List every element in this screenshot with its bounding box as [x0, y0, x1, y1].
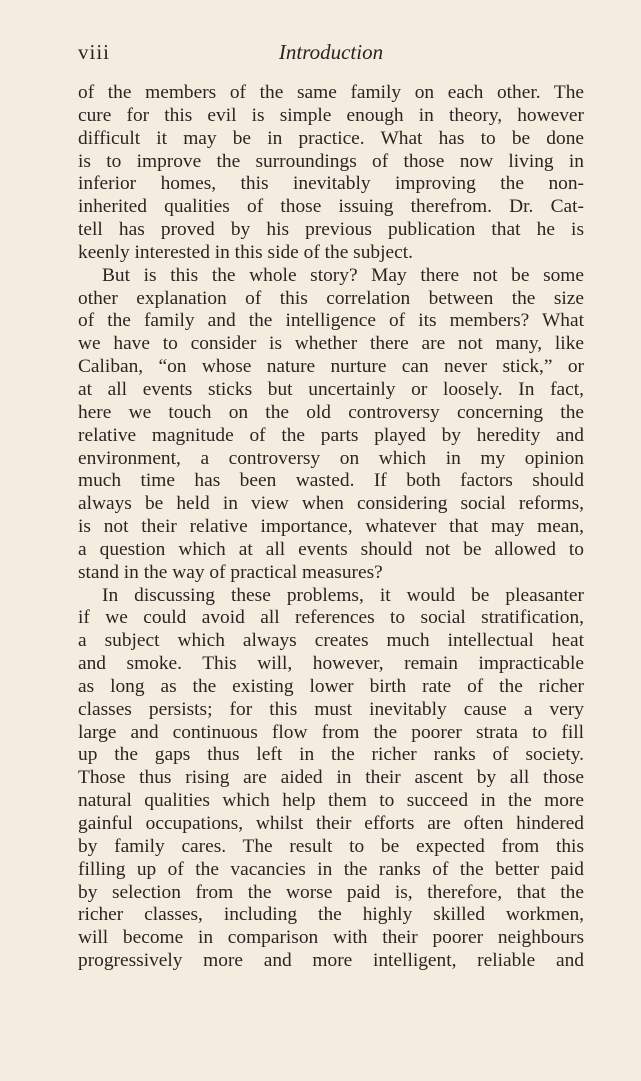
- text-line: a question which at all events should not be allowed to: [78, 538, 584, 560]
- text-line: inherited qualities of those issuing therefrom. Dr. Cat-: [78, 196, 584, 218]
- text-line: filling up of the vacancies in the ranks of the better paid: [78, 858, 584, 880]
- text-line: by family cares. The result to be expected from this: [78, 835, 584, 857]
- text-line: keenly interested in this side of the subject.: [78, 241, 413, 263]
- text-line: always be held in view when considering social reforms,: [78, 493, 584, 515]
- text-line: will become in comparison with their poorer neighbours: [78, 927, 584, 949]
- body-text: [78, 82, 584, 973]
- text-line: other explanation of this correlation between the size: [78, 287, 584, 309]
- page-header: [78, 40, 584, 70]
- text-line: by selection from the worse paid is, therefore, that the: [78, 881, 584, 903]
- text-line: is to improve the surroundings of those now living in: [78, 150, 584, 172]
- text-line: stand in the way of practical measures?: [78, 561, 383, 583]
- text-line: if we could avoid all references to social stratification,: [78, 607, 584, 629]
- text-line: gainful occupations, whilst their efforts are often hindered: [78, 813, 584, 834]
- text-line: at all events sticks but uncertainly or loosely. In fact,: [78, 378, 584, 400]
- text-line: But is this the whole story? May there not be some: [102, 264, 584, 286]
- text-line: classes persists; for this must inevitably cause a very: [78, 698, 584, 720]
- running-title: Introduction: [278, 40, 384, 64]
- text-line: is not their relative importance, whatever that may mean,: [78, 516, 584, 538]
- text-line: cure for this evil is simple enough in theory, however: [78, 104, 584, 126]
- text-line: relative magnitude of the parts played by heredity and: [78, 424, 584, 446]
- text-line: much time has been wasted. If both factors should: [78, 470, 584, 492]
- text-line: a subject which always creates much intellectual heat: [78, 630, 584, 652]
- text-line: Caliban, “on whose nature nurture can never stick,” or: [78, 356, 584, 378]
- text-line: In discussing these problems, it would be pleasanter: [102, 584, 584, 606]
- text-line: progressively more and more intelligent, reliable and: [78, 950, 584, 972]
- text-line: richer classes, including the highly skilled workmen,: [78, 904, 584, 926]
- text-line: inferior homes, this inevitably improving the non-: [78, 173, 584, 195]
- text-line: and smoke. This will, however, remain impracticable: [78, 653, 584, 675]
- text-line: tell has proved by his previous publication that he is: [78, 219, 584, 241]
- text-line: we have to consider is whether there are not many, like: [78, 333, 584, 355]
- text-line: up the gaps thus left in the richer ranks of society.: [78, 744, 584, 766]
- text-line: difficult it may be in practice. What has to be done: [78, 127, 584, 149]
- text-line: here we touch on the old controversy concerning the: [78, 401, 584, 423]
- text-line: natural qualities which help them to succeed in the more: [78, 790, 584, 812]
- text-line: of the family and the intelligence of its members? What: [78, 310, 584, 332]
- text-line: environment, a controversy on which in my opinion: [78, 447, 584, 469]
- text-line: as long as the existing lower birth rate of the richer: [78, 675, 584, 697]
- text-line: of the members of the same family on each other. The: [78, 82, 584, 103]
- text-line: large and continuous flow from the poorer strata to fill: [78, 721, 584, 743]
- page-number: viii: [78, 40, 111, 64]
- text-line: Those thus rising are aided in their ascent by all those: [78, 767, 584, 789]
